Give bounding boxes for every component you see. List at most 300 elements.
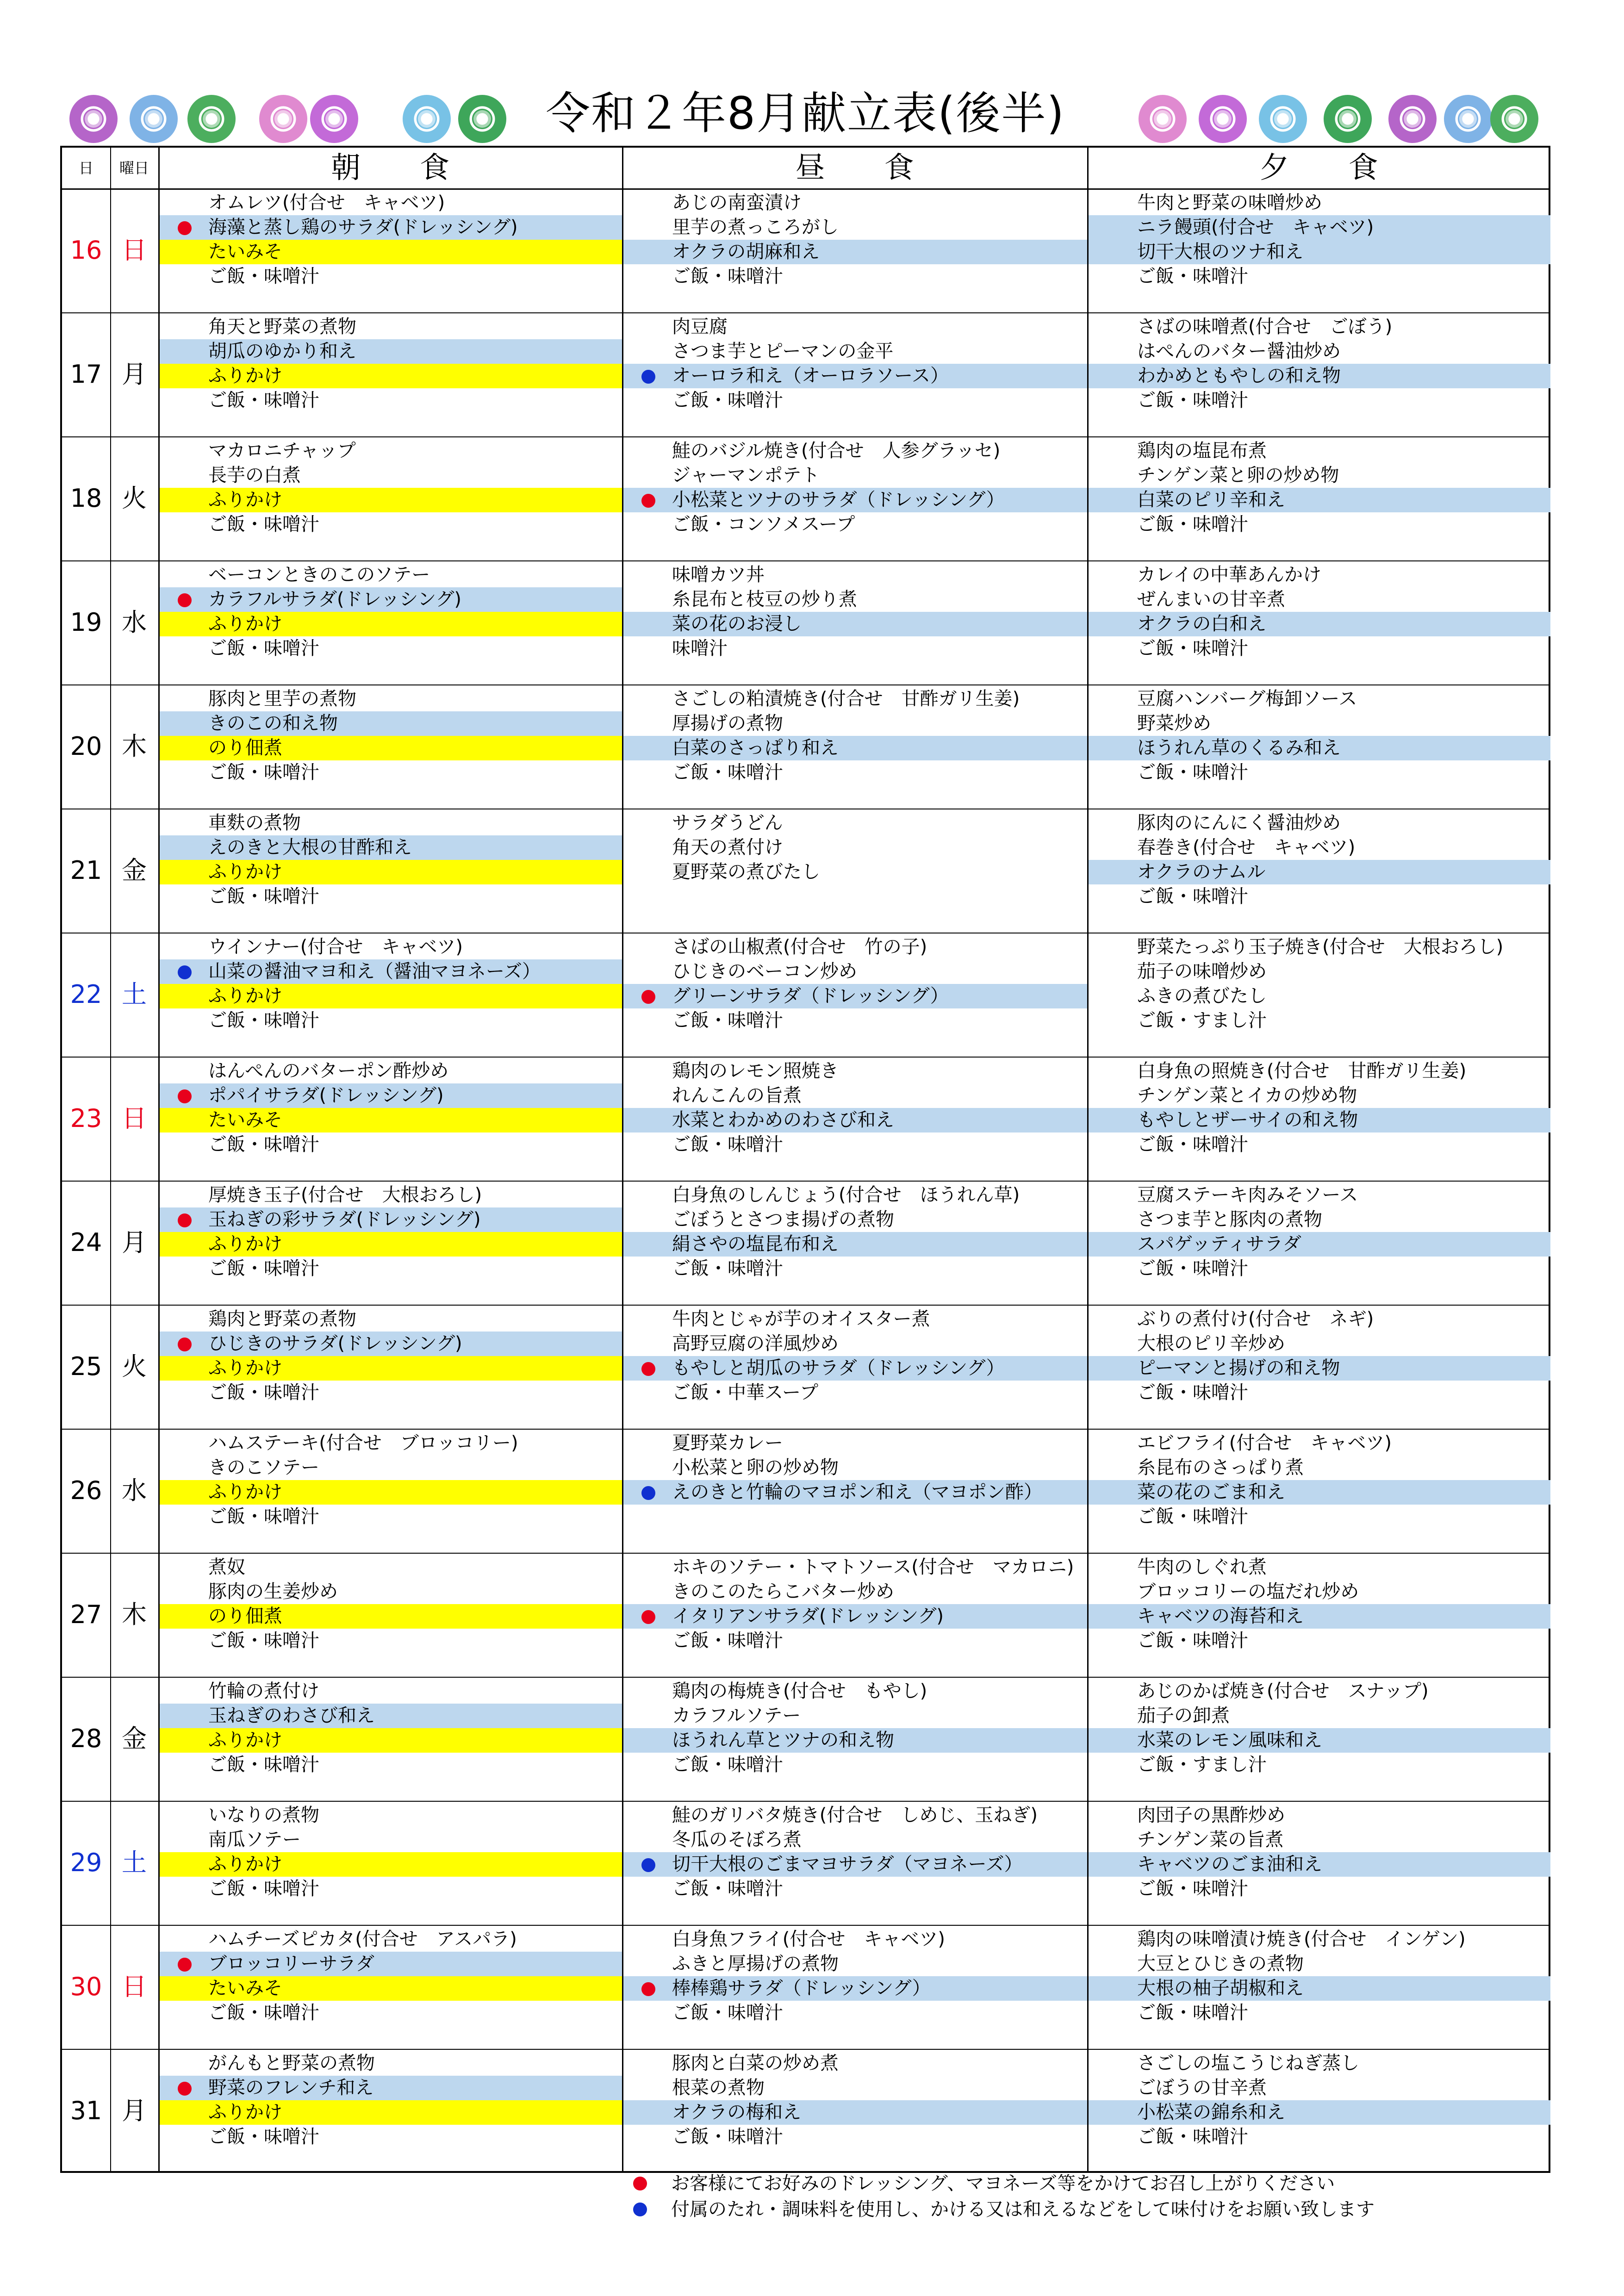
menu-item bbox=[158, 1257, 622, 1281]
red-dot-icon bbox=[178, 1958, 192, 1972]
menu-item-label: ふりかけ bbox=[208, 1233, 282, 1255]
lunch-cell bbox=[622, 684, 1087, 809]
menu-item-label: ご飯・味噌汁 bbox=[208, 1010, 319, 1031]
menu-item bbox=[158, 1381, 622, 1405]
menu-item-label: ご飯・味噌汁 bbox=[208, 1134, 319, 1155]
menu-item bbox=[158, 1456, 622, 1480]
menu-item bbox=[622, 1728, 1087, 1753]
column-divider bbox=[622, 148, 623, 2171]
menu-item-label: 鶏肉の塩昆布煮 bbox=[1137, 440, 1267, 461]
menu-item bbox=[622, 339, 1087, 364]
menu-item bbox=[1087, 884, 1550, 909]
menu-item-label: オーロラ和え（オーロラソース） bbox=[672, 365, 949, 386]
menu-item-label: 白身魚フライ(付合せ キャベツ) bbox=[672, 1929, 946, 1950]
menu-item-label: 肉団子の黒酢炒め bbox=[1137, 1804, 1285, 1826]
date-cell: 18 bbox=[70, 484, 102, 513]
menu-item bbox=[622, 1207, 1087, 1232]
menu-item bbox=[158, 612, 622, 636]
menu-item bbox=[1087, 1704, 1550, 1728]
weekday-cell: 月 bbox=[122, 1228, 147, 1257]
date-cell: 22 bbox=[70, 980, 102, 1009]
weekday-cell: 土 bbox=[122, 1848, 147, 1877]
menu-item bbox=[622, 1927, 1087, 1952]
menu-item-label: 鶏肉の梅焼き(付合せ もやし) bbox=[672, 1680, 927, 1702]
menu-item bbox=[622, 1803, 1087, 1828]
red-dot-icon bbox=[633, 2177, 647, 2190]
menu-item-label: ご飯・味噌汁 bbox=[1137, 2126, 1248, 2147]
menu-item-label: ひじきのベーコン炒め bbox=[672, 961, 857, 982]
menu-item bbox=[158, 1728, 622, 1753]
menu-item-label: ふりかけ bbox=[208, 2102, 282, 2123]
menu-item-label: エビフライ(付合せ キャベツ) bbox=[1137, 1432, 1392, 1454]
menu-item-label: 糸昆布のさっぱり煮 bbox=[1137, 1457, 1304, 1478]
menu-item bbox=[158, 364, 622, 388]
menu-item-label: ぶりの煮付け(付合せ ネギ) bbox=[1137, 1308, 1374, 1330]
day-row bbox=[62, 1677, 1549, 1802]
menu-item bbox=[158, 1629, 622, 1653]
menu-item-label: ふきと厚揚げの煮物 bbox=[672, 1953, 839, 1974]
lunch-cell bbox=[622, 809, 1087, 933]
menu-item-label: 豚肉と里芋の煮物 bbox=[208, 688, 356, 709]
date-cell: 28 bbox=[70, 1724, 102, 1753]
menu-item bbox=[622, 1629, 1087, 1653]
menu-item-label: ご飯・中華スープ bbox=[672, 1382, 818, 1403]
menu-item-label: ポパイサラダ(ドレッシング) bbox=[208, 1085, 444, 1106]
menu-item-label: ふりかけ bbox=[208, 1730, 282, 1751]
menu-item-label: 夏野菜の煮びたし bbox=[672, 861, 820, 883]
header-lunch: 昼 食 bbox=[795, 151, 914, 185]
lunch-cell bbox=[622, 560, 1087, 684]
menu-item bbox=[1087, 1456, 1550, 1480]
menu-item bbox=[1087, 1257, 1550, 1281]
menu-item bbox=[622, 760, 1087, 785]
menu-item-label: あじの南蛮漬け bbox=[672, 192, 802, 213]
menu-item bbox=[622, 1580, 1087, 1604]
day-row bbox=[62, 1925, 1549, 2050]
menu-item bbox=[622, 315, 1087, 339]
menu-item-label: ご飯・味噌汁 bbox=[672, 1878, 783, 1899]
menu-item-label: 山菜の醤油マヨ和え（醤油マヨネーズ） bbox=[208, 961, 541, 982]
menu-item bbox=[622, 488, 1087, 512]
breakfast-cell bbox=[158, 2049, 622, 2173]
dinner-cell bbox=[1087, 1057, 1550, 1181]
menu-item bbox=[158, 1207, 622, 1232]
breakfast-cell bbox=[158, 1801, 622, 1925]
menu-item bbox=[1087, 1604, 1550, 1629]
menu-item-label: いなりの煮物 bbox=[208, 1804, 319, 1826]
menu-item-label: ふりかけ bbox=[208, 613, 282, 635]
menu-item bbox=[622, 1852, 1087, 1877]
menu-item-label: 里芋の煮っころがし bbox=[672, 217, 839, 238]
weekday-cell: 金 bbox=[122, 1724, 147, 1753]
menu-item bbox=[158, 860, 622, 884]
menu-item bbox=[1087, 191, 1550, 215]
menu-item bbox=[158, 736, 622, 760]
menu-item bbox=[622, 264, 1087, 289]
menu-item bbox=[622, 1877, 1087, 1901]
menu-item-label: ごぼうの甘辛煮 bbox=[1137, 2077, 1267, 2098]
menu-item-label: ご飯・味噌汁 bbox=[208, 1754, 319, 1775]
breakfast-cell bbox=[158, 1057, 622, 1181]
menu-item bbox=[158, 512, 622, 537]
red-dot-icon bbox=[178, 593, 192, 607]
menu-item-label: 白菜のピリ辛和え bbox=[1137, 489, 1285, 510]
menu-item-label: わかめともやしの和え物 bbox=[1137, 365, 1341, 386]
menu-item-label: 根菜の煮物 bbox=[672, 2077, 765, 2098]
lunch-cell bbox=[622, 312, 1087, 436]
menu-item bbox=[158, 315, 622, 339]
menu-item bbox=[622, 215, 1087, 240]
menu-item bbox=[1087, 315, 1550, 339]
menu-item bbox=[158, 215, 622, 240]
menu-item bbox=[158, 1480, 622, 1505]
menu-item-label: 大根の柚子胡椒和え bbox=[1137, 1978, 1304, 1999]
table-header bbox=[62, 148, 1549, 190]
menu-item-label: ふりかけ bbox=[208, 1357, 282, 1379]
menu-item bbox=[1087, 215, 1550, 240]
blue-dot-icon bbox=[178, 965, 192, 979]
menu-item-label: 冬瓜のそぼろ煮 bbox=[672, 1829, 802, 1850]
breakfast-cell bbox=[158, 436, 622, 560]
menu-item bbox=[158, 264, 622, 289]
red-dot-icon bbox=[641, 1610, 655, 1624]
table-body bbox=[62, 188, 1549, 2171]
menu-item-label: チンゲン菜と卵の炒め物 bbox=[1137, 465, 1339, 486]
menu-item bbox=[622, 1307, 1087, 1332]
menu-item-label: オムレツ(付合せ キャベツ) bbox=[208, 192, 445, 213]
menu-item bbox=[158, 439, 622, 463]
menu-item bbox=[1087, 736, 1550, 760]
dinner-cell bbox=[1087, 1553, 1550, 1677]
menu-item bbox=[1087, 2100, 1550, 2125]
breakfast-cell bbox=[158, 312, 622, 436]
menu-item-label: 鶏肉と野菜の煮物 bbox=[208, 1308, 356, 1330]
menu-item-label: 南瓜ソテー bbox=[208, 1829, 301, 1850]
menu-item-label: ふりかけ bbox=[208, 365, 282, 386]
menu-item-label: 豆腐ハンバーグ梅卸ソース bbox=[1137, 688, 1357, 709]
menu-item bbox=[622, 1505, 1087, 1529]
page-title: 令和２年8月献立表(後半) bbox=[546, 87, 1065, 139]
menu-item bbox=[1087, 935, 1550, 959]
menu-item bbox=[622, 1059, 1087, 1083]
menu-item-label: 豆腐ステーキ肉みそソース bbox=[1137, 1184, 1358, 1206]
menu-item-label: はんぺんのバターポン酢炒め bbox=[208, 1060, 449, 1082]
menu-item-label: ご飯・すまし汁 bbox=[1137, 1010, 1267, 1031]
menu-item-label: ご飯・味噌汁 bbox=[672, 762, 783, 783]
menu-item bbox=[158, 2076, 622, 2100]
menu-item-label: 豚肉の生姜炒め bbox=[208, 1581, 338, 1602]
menu-item-label: 水菜のレモン風味和え bbox=[1137, 1730, 1322, 1751]
day-row bbox=[62, 2049, 1549, 2173]
date-cell: 30 bbox=[70, 1972, 102, 2001]
menu-item-label: ご飯・味噌汁 bbox=[1137, 762, 1248, 783]
menu-item-label: ほうれん草とツナの和え物 bbox=[672, 1730, 894, 1751]
menu-item bbox=[1087, 1580, 1550, 1604]
day-row bbox=[62, 1429, 1549, 1554]
menu-item-label: カレイの中華あんかけ bbox=[1137, 564, 1321, 585]
menu-table bbox=[60, 146, 1550, 2173]
menu-item bbox=[1087, 1232, 1550, 1257]
date-cell: 19 bbox=[70, 608, 102, 637]
menu-item-label: 海藻と蒸し鶏のサラダ(ドレッシング) bbox=[208, 217, 518, 238]
menu-item bbox=[1087, 760, 1550, 785]
menu-item bbox=[158, 760, 622, 785]
menu-item-label: ピーマンと揚げの和え物 bbox=[1137, 1357, 1340, 1379]
menu-item bbox=[622, 1555, 1087, 1580]
breakfast-cell bbox=[158, 684, 622, 809]
menu-item-label: 白菜のさっぱり和え bbox=[672, 737, 839, 759]
menu-item-label: 味噌汁 bbox=[672, 638, 728, 659]
lunch-cell bbox=[622, 188, 1087, 312]
menu-item bbox=[622, 2076, 1087, 2100]
menu-item-label: ブロッコリーの塩だれ炒め bbox=[1137, 1581, 1359, 1602]
menu-item bbox=[1087, 1828, 1550, 1852]
menu-item bbox=[1087, 1132, 1550, 1157]
menu-item-label: 茄子の味噌炒め bbox=[1137, 961, 1267, 982]
weekday-cell: 土 bbox=[122, 980, 147, 1009]
menu-item bbox=[158, 1332, 622, 1356]
menu-item-label: たいみそ bbox=[208, 1109, 282, 1131]
menu-item-label: たいみそ bbox=[208, 241, 282, 262]
menu-item-label: 高野豆腐の洋風炒め bbox=[672, 1333, 839, 1354]
menu-item bbox=[158, 2051, 622, 2076]
menu-item-label: カラフルソテー bbox=[672, 1705, 801, 1726]
menu-item-label: 小松菜とツナのサラダ（ドレッシング） bbox=[672, 489, 1005, 510]
menu-item-label: キャベツのごま油和え bbox=[1137, 1854, 1322, 1875]
menu-item bbox=[622, 1381, 1087, 1405]
date-cell: 27 bbox=[70, 1600, 102, 1629]
menu-item-label: ご飯・味噌汁 bbox=[1137, 886, 1248, 907]
red-dot-icon bbox=[178, 1089, 192, 1103]
weekday-cell: 日 bbox=[122, 1104, 147, 1133]
breakfast-cell bbox=[158, 560, 622, 684]
menu-item-label: えのきと竹輪のマヨポン和え（マヨポン酢） bbox=[672, 1481, 1042, 1503]
menu-item bbox=[1087, 1803, 1550, 1828]
menu-item-label: 棒棒鶏サラダ（ドレッシング） bbox=[672, 1978, 931, 1999]
legend-text: 付属のたれ・調味料を使用し、かける又は和えるなどをして味付けをお願い致します bbox=[671, 2199, 1375, 2220]
menu-item-label: 玉ねぎの彩サラダ(ドレッシング) bbox=[208, 1209, 481, 1230]
menu-item bbox=[158, 1059, 622, 1083]
menu-item-label: ご飯・味噌汁 bbox=[208, 638, 319, 659]
date-cell: 31 bbox=[70, 2096, 102, 2125]
menu-item-label: さばの山椒煮(付合せ 竹の子) bbox=[672, 936, 927, 958]
menu-item-label: 鮭のガリバタ焼き(付合せ しめじ、玉ねぎ) bbox=[672, 1804, 1038, 1826]
menu-item bbox=[1087, 2125, 1550, 2149]
breakfast-cell bbox=[158, 1677, 622, 1801]
menu-item bbox=[1087, 388, 1550, 413]
column-divider bbox=[110, 148, 111, 2171]
menu-item-label: 竹輪の煮付け bbox=[208, 1680, 319, 1702]
dinner-cell bbox=[1087, 809, 1550, 933]
menu-item-label: ご飯・味噌汁 bbox=[208, 1382, 319, 1403]
menu-item bbox=[622, 439, 1087, 463]
menu-item bbox=[1087, 711, 1550, 736]
dinner-cell bbox=[1087, 188, 1550, 312]
menu-item-label: 煮奴 bbox=[208, 1556, 245, 1578]
menu-item-label: 豚肉のにんにく醤油炒め bbox=[1137, 812, 1341, 834]
weekday-cell: 日 bbox=[122, 236, 147, 265]
menu-item-label: オクラのナムル bbox=[1137, 861, 1266, 883]
menu-item bbox=[1087, 835, 1550, 860]
lunch-cell bbox=[622, 933, 1087, 1057]
menu-item bbox=[158, 811, 622, 835]
menu-item-label: 小松菜の錦糸和え bbox=[1137, 2102, 1285, 2123]
column-divider bbox=[1087, 148, 1089, 2171]
menu-item bbox=[622, 811, 1087, 835]
day-row bbox=[62, 1305, 1549, 1430]
menu-item bbox=[622, 1257, 1087, 1281]
menu-item-label: ほうれん草のくるみ和え bbox=[1137, 737, 1341, 759]
menu-item-label: ご飯・味噌汁 bbox=[672, 1134, 783, 1155]
menu-item-label: 角天の煮付け bbox=[672, 837, 783, 858]
blue-dot-icon bbox=[641, 1486, 655, 1500]
day-row bbox=[62, 188, 1549, 313]
breakfast-cell bbox=[158, 1305, 622, 1429]
menu-item bbox=[622, 2001, 1087, 2025]
menu-item-label: ブロッコリーサラダ bbox=[208, 1953, 374, 1974]
menu-item bbox=[158, 711, 622, 736]
menu-item bbox=[622, 1132, 1087, 1157]
lunch-cell bbox=[622, 1801, 1087, 1925]
menu-item bbox=[1087, 1679, 1550, 1704]
weekday-cell: 木 bbox=[122, 732, 147, 761]
menu-item-label: ニラ饅頭(付合せ キャベツ) bbox=[1137, 217, 1374, 238]
menu-item bbox=[158, 1927, 622, 1952]
menu-item-label: キャベツの海苔和え bbox=[1137, 1605, 1304, 1627]
day-row bbox=[62, 1057, 1549, 1182]
menu-item-label: 切干大根のごまマヨサラダ（マヨネーズ） bbox=[672, 1854, 1023, 1875]
menu-item bbox=[158, 2125, 622, 2149]
menu-item-label: ご飯・味噌汁 bbox=[208, 1630, 319, 1651]
menu-item-label: ご飯・味噌汁 bbox=[208, 762, 319, 783]
menu-item-label: ふきの煮びたし bbox=[1137, 985, 1267, 1007]
menu-item bbox=[1087, 1753, 1550, 1777]
menu-item-label: 菜の花のごま和え bbox=[1137, 1481, 1285, 1503]
menu-item-label: ご飯・味噌汁 bbox=[208, 266, 319, 287]
day-row bbox=[62, 312, 1549, 437]
menu-item bbox=[158, 687, 622, 711]
menu-item-label: ご飯・味噌汁 bbox=[208, 1506, 319, 1527]
menu-item bbox=[622, 1008, 1087, 1033]
menu-item bbox=[1087, 1083, 1550, 1108]
red-dot-icon bbox=[641, 494, 655, 508]
menu-item-label: 牛肉と野菜の味噌炒め bbox=[1137, 192, 1322, 213]
menu-item bbox=[158, 1108, 622, 1132]
breakfast-cell bbox=[158, 933, 622, 1057]
menu-item bbox=[1087, 1555, 1550, 1580]
menu-item bbox=[622, 835, 1087, 860]
menu-item-label: ふりかけ bbox=[208, 1481, 282, 1503]
menu-item-label: 菜の花のお浸し bbox=[672, 613, 802, 635]
weekday-cell: 水 bbox=[122, 1476, 147, 1505]
menu-item bbox=[622, 959, 1087, 984]
header-breakfast: 朝 食 bbox=[331, 151, 449, 185]
header-dinner: 夕 食 bbox=[1259, 151, 1378, 185]
menu-item bbox=[622, 1183, 1087, 1207]
menu-item-label: ご飯・味噌汁 bbox=[208, 1258, 319, 1279]
menu-item bbox=[158, 339, 622, 364]
dinner-cell bbox=[1087, 684, 1550, 809]
menu-item bbox=[158, 835, 622, 860]
menu-item-label: きのこのたらこバター炒め bbox=[672, 1581, 894, 1602]
lunch-cell bbox=[622, 2049, 1087, 2173]
menu-item-label: イタリアンサラダ(ドレッシング) bbox=[672, 1605, 944, 1627]
menu-item-label: たいみそ bbox=[208, 1978, 282, 1999]
menu-item-label: ご飯・味噌汁 bbox=[208, 514, 319, 535]
menu-item bbox=[1087, 1505, 1550, 1529]
header-dow: 曜日 bbox=[119, 159, 149, 177]
menu-item bbox=[1087, 687, 1550, 711]
menu-item-label: 大根のピリ辛炒め bbox=[1137, 1333, 1285, 1354]
menu-item-label: 春巻き(付合せ キャベツ) bbox=[1137, 837, 1356, 858]
menu-item-label: さごしの塩こうじねぎ蒸し bbox=[1137, 2053, 1359, 2074]
header-date: 日 bbox=[78, 159, 93, 177]
menu-item bbox=[1087, 2001, 1550, 2025]
menu-item bbox=[622, 736, 1087, 760]
menu-item-label: ご飯・味噌汁 bbox=[672, 2126, 783, 2147]
red-dot-icon bbox=[178, 221, 192, 235]
menu-item bbox=[158, 2100, 622, 2125]
menu-item-label: ふりかけ bbox=[208, 1854, 282, 1875]
menu-item-label: のり佃煮 bbox=[208, 1605, 282, 1627]
menu-item bbox=[622, 935, 1087, 959]
menu-item-label: 夏野菜カレー bbox=[672, 1432, 783, 1454]
menu-item bbox=[158, 563, 622, 587]
menu-item-label: さつま芋とピーマンの金平 bbox=[672, 341, 894, 362]
menu-item-label: 野菜たっぷり玉子焼き(付合せ 大根おろし) bbox=[1137, 936, 1504, 958]
red-dot-icon bbox=[178, 1213, 192, 1227]
menu-item-label: オクラの白和え bbox=[1137, 613, 1267, 635]
menu-item-label: 味噌カツ丼 bbox=[672, 564, 765, 585]
menu-item-label: オクラの胡麻和え bbox=[672, 241, 820, 262]
menu-item-label: 胡瓜のゆかり和え bbox=[208, 341, 356, 362]
menu-item bbox=[622, 636, 1087, 661]
menu-item bbox=[158, 1132, 622, 1157]
menu-item-label: さつま芋と豚肉の煮物 bbox=[1137, 1209, 1322, 1230]
menu-item-label: 絹さやの塩昆布和え bbox=[672, 1233, 839, 1255]
menu-item bbox=[158, 1852, 622, 1877]
date-cell: 29 bbox=[70, 1848, 102, 1877]
menu-item-label: 白身魚のしんじょう(付合せ ほうれん草) bbox=[672, 1184, 1020, 1206]
menu-item bbox=[158, 1976, 622, 2001]
menu-item-label: ご飯・味噌汁 bbox=[672, 1010, 783, 1031]
menu-item bbox=[158, 1803, 622, 1828]
menu-item-label: ご飯・味噌汁 bbox=[1137, 514, 1248, 535]
menu-item bbox=[622, 587, 1087, 612]
menu-item-label: ご飯・味噌汁 bbox=[672, 1258, 783, 1279]
menu-item bbox=[1087, 364, 1550, 388]
menu-item bbox=[622, 2051, 1087, 2076]
menu-item bbox=[1087, 563, 1550, 587]
weekday-cell: 月 bbox=[122, 360, 147, 389]
menu-item bbox=[1087, 264, 1550, 289]
menu-item bbox=[1087, 1480, 1550, 1505]
menu-item bbox=[158, 935, 622, 959]
blue-dot-icon bbox=[633, 2203, 647, 2216]
menu-item bbox=[158, 984, 622, 1008]
menu-item bbox=[1087, 1183, 1550, 1207]
breakfast-cell bbox=[158, 1553, 622, 1677]
menu-item-label: えのきと大根の甘酢和え bbox=[208, 837, 412, 858]
menu-item bbox=[622, 240, 1087, 264]
menu-item bbox=[158, 240, 622, 264]
menu-item-label: 水菜とわかめのわさび和え bbox=[672, 1109, 894, 1131]
menu-item bbox=[622, 984, 1087, 1008]
menu-item bbox=[1087, 984, 1550, 1008]
day-row bbox=[62, 809, 1549, 933]
date-cell: 23 bbox=[70, 1104, 102, 1133]
menu-item-label: ご飯・味噌汁 bbox=[672, 1754, 783, 1775]
